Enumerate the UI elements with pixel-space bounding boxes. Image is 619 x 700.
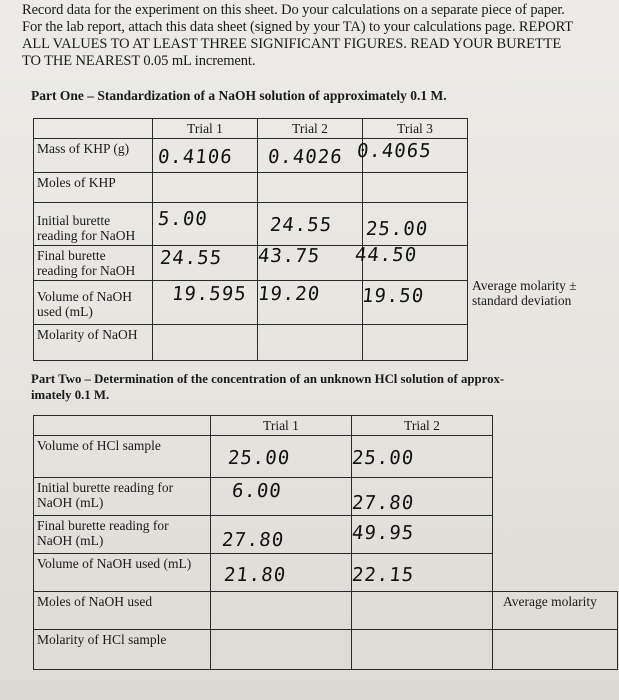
- table-row: [34, 436, 618, 478]
- data-cell[interactable]: [363, 325, 468, 361]
- row-label: Molarity of NaOH: [34, 325, 153, 361]
- table-row: [34, 630, 618, 670]
- table-row: [34, 325, 468, 361]
- handwritten-p2-final-trial-1: 27.80: [220, 529, 286, 551]
- side-cell: [493, 516, 618, 554]
- row-label: Volume of HCl sample: [34, 436, 211, 478]
- table-row: [34, 173, 468, 203]
- col-trial-1: Trial 1: [153, 119, 258, 139]
- side-column: [493, 416, 618, 436]
- table-row: [34, 592, 618, 630]
- side-cell: [493, 478, 618, 516]
- table-row: [34, 554, 618, 592]
- handwritten-p2-initial-trial-1: 6.00: [230, 480, 283, 502]
- handwritten-mass-trial-2: 0.4026: [266, 146, 344, 168]
- handwritten-final-trial-3: 44.50: [353, 244, 419, 266]
- handwritten-initial-trial-2: 24.55: [268, 214, 334, 236]
- data-cell[interactable]: [258, 173, 363, 203]
- row-label: Initial burette reading for NaOH: [34, 203, 153, 246]
- handwritten-p2-volume-trial-2: 22.15: [350, 564, 416, 586]
- data-cell[interactable]: [258, 325, 363, 361]
- instructions-line-4: TO THE NEAREST 0.05 mL increment.: [22, 53, 256, 69]
- instructions-line-1: Record data for the experiment on this sheet. Do your calculations on a separate piece of paper.: [22, 2, 565, 18]
- row-label: Mass of KHP (g): [34, 139, 153, 173]
- handwritten-hcl-volume-trial-2: 25.00: [350, 447, 416, 469]
- handwritten-volume-trial-3: 19.50: [360, 285, 426, 307]
- average-molarity-cell[interactable]: [493, 630, 618, 670]
- row-label: Molarity of HCl sample: [34, 630, 211, 670]
- handwritten-p2-final-trial-2: 49.95: [350, 522, 416, 544]
- col-trial-2: Trial 2: [352, 416, 493, 436]
- part-two-title-line-2: imately 0.1 M.: [31, 388, 110, 402]
- row-label: Initial burette reading for NaOH (mL): [34, 478, 211, 516]
- data-cell[interactable]: [352, 592, 493, 630]
- part-one-title: Part One – Standardization of a NaOH solution of approximately 0.1 M.: [31, 88, 447, 103]
- average-molarity-label: Average molarity: [493, 592, 618, 630]
- instructions-line-3: ALL VALUES TO AT LEAST THREE SIGNIFICANT FIGURES. READ YOUR BURETTE: [22, 36, 562, 52]
- col-trial-2: Trial 2: [258, 119, 363, 139]
- row-label: Moles of NaOH used: [34, 592, 211, 630]
- table-row: [34, 478, 618, 516]
- col-trial-1: Trial 1: [211, 416, 352, 436]
- handwritten-initial-trial-1: 5.00: [156, 208, 209, 230]
- corner-cell: [34, 119, 153, 139]
- corner-cell: [34, 416, 211, 436]
- part-two-table: [33, 415, 618, 670]
- part-two-title-line-1: Part Two – Determination of the concentration of an unknown HCl solution of approx-: [31, 372, 505, 386]
- average-molarity-std-note: Average molarity ± standard deviation: [472, 278, 577, 308]
- handwritten-final-trial-2: 43.75: [256, 245, 322, 267]
- col-trial-3: Trial 3: [363, 119, 468, 139]
- handwritten-hcl-volume-trial-1: 25.00: [226, 447, 292, 469]
- data-cell[interactable]: [352, 630, 493, 670]
- row-label: Moles of KHP: [34, 173, 153, 203]
- row-label: Volume of NaOH used (mL): [34, 554, 211, 592]
- data-cell[interactable]: [153, 325, 258, 361]
- handwritten-mass-trial-1: 0.4106: [156, 146, 234, 168]
- handwritten-mass-trial-3: 0.4065: [355, 140, 433, 162]
- instructions: [22, 2, 602, 70]
- row-label: Volume of NaOH used (mL): [34, 281, 153, 325]
- instructions-line-2: For the lab report, attach this data sheet (signed by your TA) to your calculations page. REPORT: [22, 19, 574, 35]
- data-cell[interactable]: [363, 173, 468, 203]
- handwritten-initial-trial-3: 25.00: [364, 218, 430, 240]
- handwritten-final-trial-1: 24.55: [158, 247, 224, 269]
- data-cell[interactable]: [153, 173, 258, 203]
- handwritten-volume-trial-1: 19.595: [170, 283, 248, 305]
- row-label: Final burette reading for NaOH (mL): [34, 516, 211, 554]
- data-cell[interactable]: [211, 630, 352, 670]
- handwritten-p2-initial-trial-2: 27.80: [350, 492, 416, 514]
- data-cell[interactable]: [211, 592, 352, 630]
- side-cell: [493, 436, 618, 478]
- handwritten-volume-trial-2: 19.20: [256, 283, 322, 305]
- handwritten-p2-volume-trial-1: 21.80: [222, 564, 288, 586]
- row-label: Final burette reading for NaOH: [34, 246, 153, 281]
- side-cell: [493, 554, 618, 592]
- table-row: [34, 516, 618, 554]
